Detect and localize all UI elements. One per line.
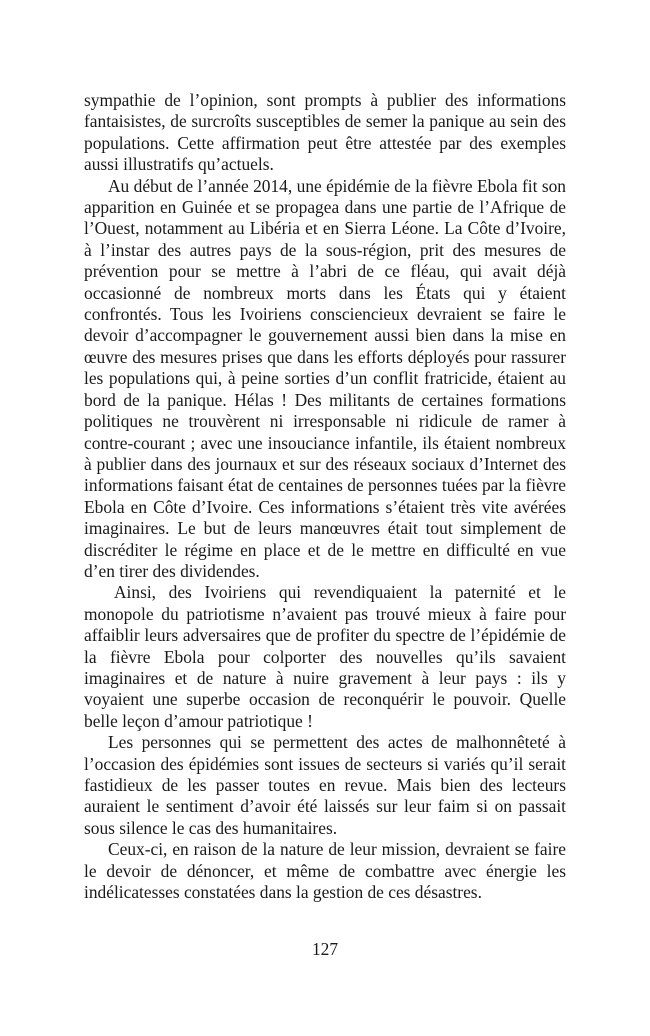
- paragraph-ebola-2014: Au début de l’année 2014, une épidémie de la fièvre Ebola fit son apparition en Guinée et se propagea dans une partie de l’Afrique de l’Ouest, notamment au Libéria et en Sierra Léone. La Côte d’Ivoire, à l’instar des autres pays de la sous-région, prit des mesures de prévention pour se mettre à l’abri de ce fléau, qui avait déjà occasionné de nombreux morts dans les États qui y étaient confrontés. Tous les Ivoiriens consciencieux devraient se faire le devoir d’accompagner le gouvernement aussi bien dans la mise en œuvre des mesures prises que dans les efforts déployés pour rassurer les populations qui, à peine sorties d’un conflit fratricide, étaient au bord de la panique. Hélas ! Des militants de certaines formations politiques ne trouvèrent ni irresponsable ni ridicule de ramer à contre-courant ; avec une insouciance infantile, ils étaient nombreux à publier dans des journaux et sur des réseaux sociaux d’Internet des informations faisant état de centaines de personnes tuées par la fièvre Ebola en Côte d’Ivoire. Ces informations s’étaient très vite avérées imaginaires. Le but de leurs manœuvres était tout simplement de discréditer le régime en place et de le mettre en difficulté en vue d’en tirer des dividendes.: [84, 175, 566, 581]
- page-number: 127: [311, 939, 339, 959]
- paragraph-humanitarians: Ceux-ci, en raison de la nature de leur mission, devraient se faire le devoir de dénoncer, et même de combattre avec énergie les indélicatesses constatées dans la gestion de ces désastres.: [84, 839, 566, 903]
- page-body: [84, 90, 566, 903]
- paragraph-continuation: sympathie de l’opinion, sont prompts à publier des informations fantaisistes, de surcroîts susceptibles de semer la panique au sein des populations. Cette affirmation peut être attestée par des exemples aussi illustratifs qu’actuels.: [84, 90, 566, 175]
- paragraph-patriotism: Ainsi, des Ivoiriens qui revendiquaient la paternité et le monopole du patriotisme n’avaient pas trouvé mieux à faire pour affaiblir leurs adversaires que de profiter du spectre de l’épidémie de la fièvre Ebola pour colporter des nouvelles qu’ils savaient imaginaires et de nature à nuire gravement à leur pays : ils y voyaient une superbe occasion de reconquérir le pouvoir. Quelle belle leçon d’amour patriotique !: [84, 582, 566, 731]
- paragraph-dishonesty: Les personnes qui se permettent des actes de malhonnêteté à l’occasion des épidémies sont issues de secteurs si variés qu’il serait fastidieux de les passer toutes en revue. Mais bien des lecteurs auraient le sentiment d’avoir été laissés sur leur faim si on passait sous silence le cas des humanitaires.: [84, 732, 566, 838]
